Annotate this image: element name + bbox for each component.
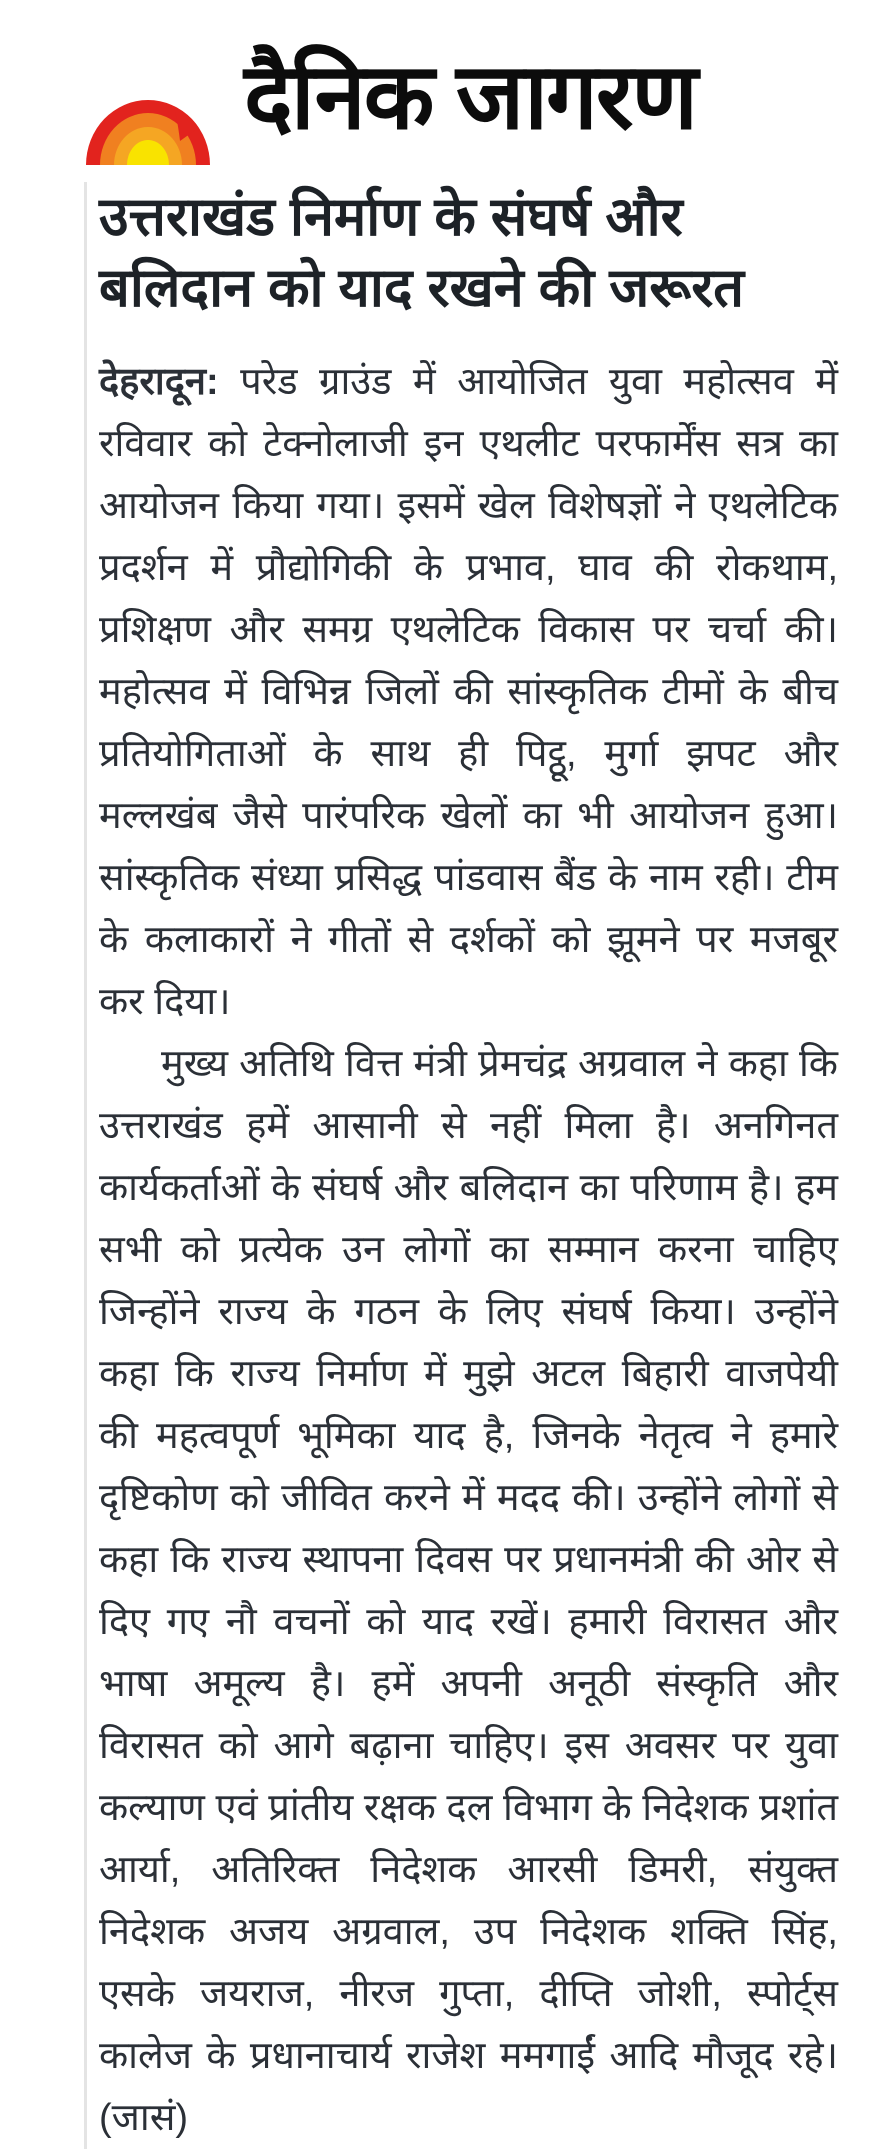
dainik-jagran-logo <box>84 27 216 167</box>
rising-sun-icon <box>84 27 216 167</box>
article <box>84 182 862 2149</box>
dateline: देहरादून: <box>99 360 219 403</box>
masthead-title: दैनिक जागरण <box>244 45 696 148</box>
headline-line-1: उत्तराखंड निर्माण के संघर्ष और <box>99 187 683 247</box>
article-paragraph-1 <box>99 351 862 1033</box>
article-paragraph-2: मुख्य अतिथि वित्त मंत्री प्रेमचंद्र अग्रवाल ने कहा कि उत्तराखंड हमें आसानी से नहीं मिला है। अनगिनत कार्यकर्ताओं के संघर्ष और बलिदान का परिणाम है। हम सभी को प्रत्येक उन लोगों का सम्मान करना चाहिए जिन्होंने राज्य के गठन के लिए संघर्ष किया। उन्होंने कहा कि राज्य निर्माण में मुझे अटल बिहारी वाजपेयी की महत्वपूर्ण भूमिका याद है, जिनके नेतृत्व ने हमारे दृष्टिकोण को जीवित करने में मदद की। उन्होंने लोगों से कहा कि राज्य स्थापना दिवस पर प्रधानमंत्री की ओर से दिए गए नौ वचनों को याद रखें। हमारी विरासत और भाषा अमूल्य है। हमें अपनी अनूठी संस्कृति और विरासत को आगे बढ़ाना चाहिए। इस अवसर पर युवा कल्याण एवं प्रांतीय रक्षक दल विभाग के निदेशक प्रशांत आर्या, अतिरिक्त निदेशक आरसी डिमरी, संयुक्त निदेशक अजय अग्रवाल, उप निदेशक शक्ति सिंह, एसके जयराज, नीरज गुप्ता, दीप्ति जोशी, स्पोर्ट्स कालेज के प्रधानाचार्य राजेश ममगाईं आदि मौजूद रहे।(जासं) <box>99 1042 838 2139</box>
headline-line-2: बलिदान को याद रखने की जरूरत <box>99 258 745 319</box>
paragraph-1-text: परेड ग्राउंड में आयोजित युवा महोत्सव में रविवार को टेक्नोलाजी इन एथलीट परफार्मेंस सत्र का आयोजन किया गया। इसमें खेल विशेषज्ञों ने एथलेटिक प्रदर्शन में प्रौद्योगिकी के प्रभाव, घाव की रोकथाम, प्रशिक्षण और समग्र एथलेटिक विकास पर चर्चा की। महोत्सव में विभिन्न जिलों की सांस्कृतिक टीमों के बीच प्रतियोगिताओं के साथ ही पिट्ठू, मुर्गा झपट और मल्लखंब जैसे पारंपरिक खेलों का भी आयोजन हुआ। सांस्कृतिक संध्या प्रसिद्ध पांडवास बैंड के नाम रही। टीम के कलाकारों ने गीतों से दर्शकों को झूमने पर मजबूर कर दिया। <box>99 360 838 1023</box>
headline <box>99 182 862 325</box>
masthead <box>84 22 862 172</box>
